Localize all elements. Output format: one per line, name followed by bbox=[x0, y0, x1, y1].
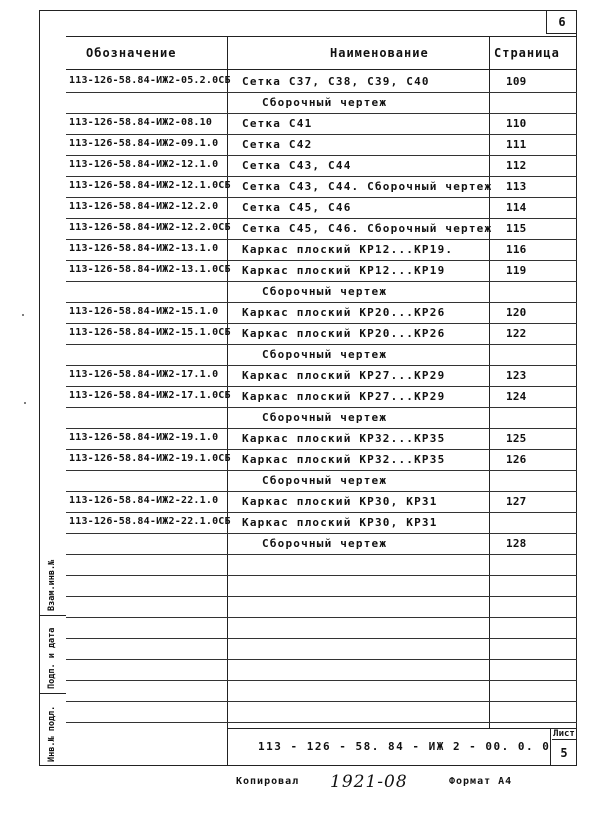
row-name: Сетка С45, С46 bbox=[242, 201, 352, 214]
header-name: Наименование bbox=[330, 46, 429, 60]
row-page: 124 bbox=[506, 390, 527, 403]
row-designation: 113-126-58.84-ИЖ2-17.1.0СБ bbox=[69, 390, 231, 401]
row-page: 115 bbox=[506, 222, 527, 235]
row-page: 127 bbox=[506, 495, 527, 508]
table-row bbox=[66, 534, 577, 555]
row-name: Сборочный чертеж bbox=[262, 474, 388, 487]
table-row bbox=[66, 492, 577, 513]
table-row bbox=[66, 198, 577, 219]
sheet-cell bbox=[550, 729, 577, 765]
row-designation: 113-126-58.84-ИЖ2-19.1.0СБ bbox=[69, 453, 231, 464]
row-page: 112 bbox=[506, 159, 527, 172]
document-code: 113 - 126 - 58. 84 - ИЖ 2 - 00. 0. 0 bbox=[258, 740, 551, 753]
sheet-label: Лист bbox=[553, 729, 575, 739]
table-row bbox=[66, 177, 577, 198]
title-block bbox=[227, 728, 577, 766]
table-row bbox=[66, 240, 577, 261]
row-name: Каркас плоский КР27...КР29 bbox=[242, 390, 446, 403]
table-row bbox=[66, 681, 577, 702]
row-page: 120 bbox=[506, 306, 527, 319]
table-row bbox=[66, 93, 577, 114]
header-page: Страница bbox=[494, 46, 560, 60]
row-page: 111 bbox=[506, 138, 527, 151]
row-name: Сетка С41 bbox=[242, 117, 313, 130]
side-stamp bbox=[39, 540, 66, 766]
row-designation: 113-126-58.84-ИЖ2-22.1.0 bbox=[69, 495, 219, 506]
row-name: Каркас плоский КР12...КР19 bbox=[242, 264, 446, 277]
row-name: Сборочный чертеж bbox=[262, 411, 388, 424]
table-row bbox=[66, 387, 577, 408]
row-designation: 113-126-58.84-ИЖ2-12.1.0 bbox=[69, 159, 219, 170]
table-row bbox=[66, 597, 577, 618]
row-page: 128 bbox=[506, 537, 527, 550]
row-designation: 113-126-58.84-ИЖ2-08.10 bbox=[69, 117, 213, 128]
row-designation: 113-126-58.84-ИЖ2-15.1.0СБ bbox=[69, 327, 231, 338]
row-page: 113 bbox=[506, 180, 527, 193]
row-designation: 113-126-58.84-ИЖ2-17.1.0 bbox=[69, 369, 219, 380]
table-row bbox=[66, 555, 577, 576]
row-name: Каркас плоский КР30, КР31 bbox=[242, 495, 438, 508]
row-designation: 113-126-58.84-ИЖ2-05.2.0СБ bbox=[69, 75, 231, 86]
table-row bbox=[66, 408, 577, 429]
page-number: 6 bbox=[546, 10, 577, 34]
row-page: 123 bbox=[506, 369, 527, 382]
copied-label: Копировал bbox=[236, 776, 300, 787]
row-name: Каркас плоский КР32...КР35 bbox=[242, 453, 446, 466]
row-designation: 113-126-58.84-ИЖ2-22.1.0СБ bbox=[69, 516, 231, 527]
row-page: 110 bbox=[506, 117, 527, 130]
row-name: Каркас плоский КР30, КР31 bbox=[242, 516, 438, 529]
row-designation: 113-126-58.84-ИЖ2-13.1.0СБ bbox=[69, 264, 231, 275]
table-row bbox=[66, 471, 577, 492]
margin-dot bbox=[22, 314, 24, 316]
row-name: Каркас плоский КР20...КР26 bbox=[242, 327, 446, 340]
row-name: Сборочный чертеж bbox=[262, 96, 388, 109]
table-row bbox=[66, 72, 577, 93]
row-name: Сетка С37, С38, С39, С40 bbox=[242, 75, 430, 88]
table-row bbox=[66, 576, 577, 597]
row-page: 114 bbox=[506, 201, 527, 214]
row-name: Каркас плоский КР20...КР26 bbox=[242, 306, 446, 319]
side-cell-sign: Подп. и дата bbox=[39, 616, 66, 694]
table-row bbox=[66, 345, 577, 366]
side-cell-inventory: Инв.№ подл. bbox=[47, 705, 57, 762]
table-row bbox=[66, 513, 577, 534]
row-name: Каркас плоский КР32...КР35 bbox=[242, 432, 446, 445]
table-row bbox=[66, 429, 577, 450]
row-page: 122 bbox=[506, 327, 527, 340]
table-row bbox=[66, 261, 577, 282]
row-name: Сборочный чертеж bbox=[262, 285, 388, 298]
table-row bbox=[66, 219, 577, 240]
table-header bbox=[66, 36, 577, 70]
copy-number: 1921-08 bbox=[330, 772, 408, 792]
row-designation: 113-126-58.84-ИЖ2-15.1.0 bbox=[69, 306, 219, 317]
row-name: Сборочный чертеж bbox=[262, 348, 388, 361]
table-row bbox=[66, 282, 577, 303]
row-page: 109 bbox=[506, 75, 527, 88]
row-designation: 113-126-58.84-ИЖ2-12.2.0 bbox=[69, 201, 219, 212]
format-label: Формат А4 bbox=[449, 776, 513, 787]
sheet-number: 5 bbox=[560, 746, 568, 760]
table-row bbox=[66, 324, 577, 345]
row-name: Сборочный чертеж bbox=[262, 537, 388, 550]
table-row bbox=[66, 135, 577, 156]
side-cell-replace: Взам.инв.№ bbox=[39, 540, 66, 616]
row-page: 119 bbox=[506, 264, 527, 277]
table-row bbox=[66, 114, 577, 135]
row-page: 125 bbox=[506, 432, 527, 445]
row-name: Сетка С45, С46. Сборочный чертеж bbox=[242, 222, 493, 235]
row-name: Сетка С43, С44 bbox=[242, 159, 352, 172]
row-designation: 113-126-58.84-ИЖ2-12.2.0СБ bbox=[69, 222, 231, 233]
row-page: 126 bbox=[506, 453, 527, 466]
table-row bbox=[66, 450, 577, 471]
table-row bbox=[66, 660, 577, 681]
header-designation: Обозначение bbox=[86, 46, 177, 60]
row-name: Сетка С43, С44. Сборочный чертеж bbox=[242, 180, 493, 193]
row-designation: 113-126-58.84-ИЖ2-12.1.0СБ bbox=[69, 180, 231, 191]
row-name: Каркас плоский КР27...КР29 bbox=[242, 369, 446, 382]
row-name: Каркас плоский КР12...КР19. bbox=[242, 243, 454, 256]
row-designation: 113-126-58.84-ИЖ2-09.1.0 bbox=[69, 138, 219, 149]
table-row bbox=[66, 702, 577, 723]
margin-dot bbox=[24, 402, 26, 404]
row-page: 116 bbox=[506, 243, 527, 256]
table-row bbox=[66, 618, 577, 639]
row-designation: 113-126-58.84-ИЖ2-19.1.0 bbox=[69, 432, 219, 443]
row-designation: 113-126-58.84-ИЖ2-13.1.0 bbox=[69, 243, 219, 254]
table-row bbox=[66, 639, 577, 660]
table-row bbox=[66, 366, 577, 387]
row-name: Сетка С42 bbox=[242, 138, 313, 151]
table-row bbox=[66, 156, 577, 177]
table-row bbox=[66, 303, 577, 324]
